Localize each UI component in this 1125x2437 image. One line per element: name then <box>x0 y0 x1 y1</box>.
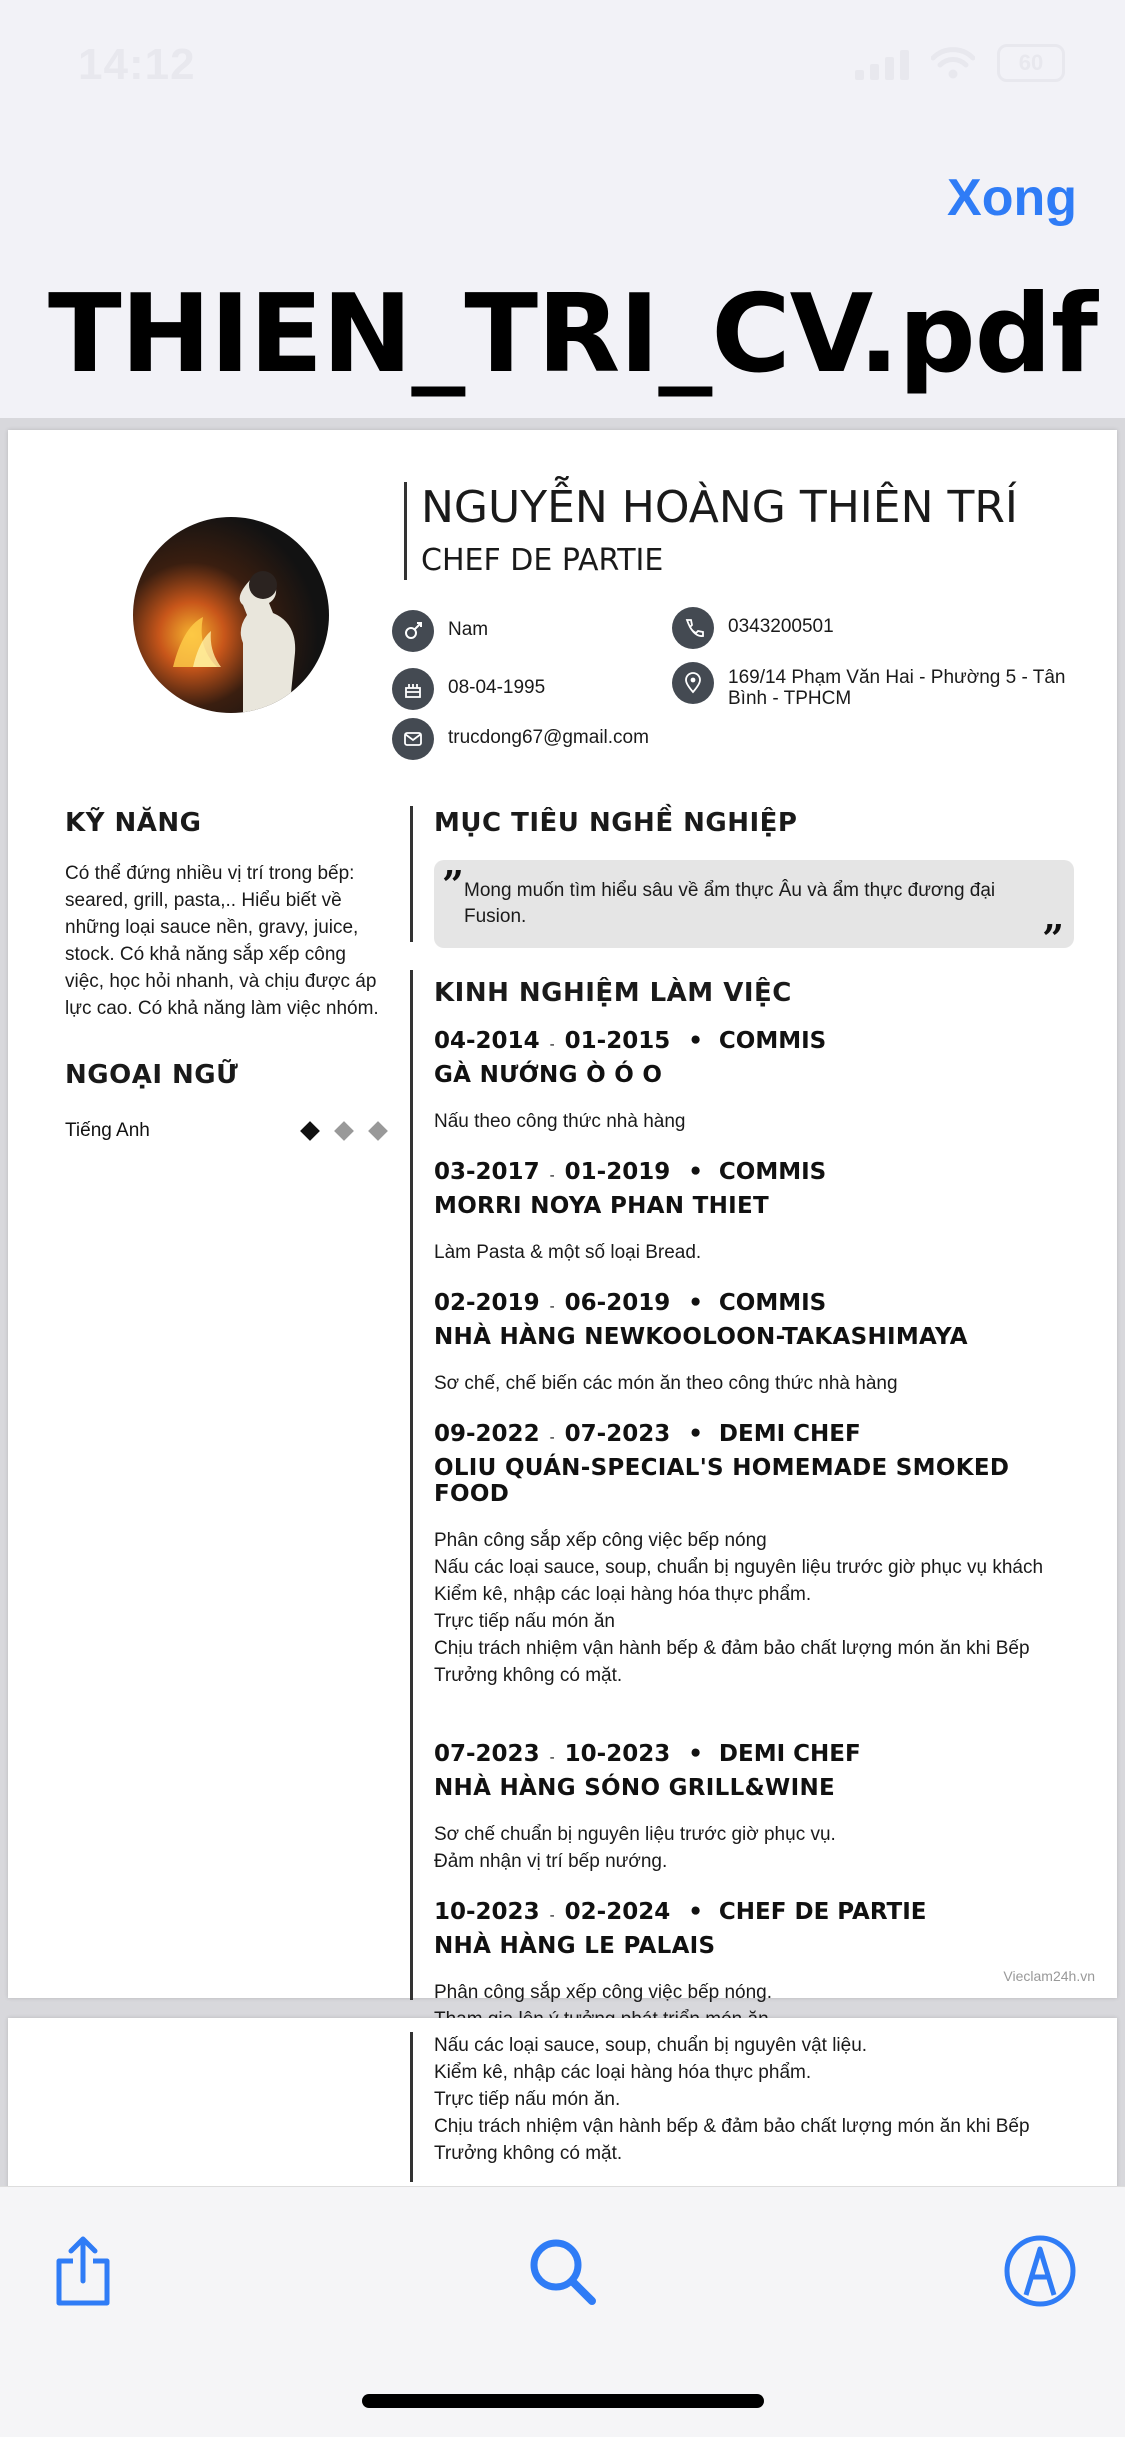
job-start: 09-2022 <box>434 1421 540 1447</box>
job-start: 03-2017 <box>434 1159 540 1185</box>
job-header <box>434 1028 1074 1054</box>
markup-button[interactable] <box>1000 2231 1080 2311</box>
objective-title: MỤC TIÊU NGHỀ NGHIỆP <box>434 808 798 838</box>
language-level <box>303 1124 385 1138</box>
experience-continued <box>434 2032 1074 2167</box>
date-separator: - <box>549 1430 555 1446</box>
date-separator: - <box>549 1908 555 1924</box>
role-bullet: • <box>688 1159 703 1185</box>
date-separator: - <box>549 1168 555 1184</box>
date-separator: - <box>549 1299 555 1315</box>
name-block <box>404 482 1018 580</box>
job-description: Sơ chế chuẩn bị nguyên liệu trước giờ phục vụ. Đảm nhận vị trí bếp nướng. <box>434 1824 836 1872</box>
date-separator: - <box>549 1750 555 1766</box>
languages-title: NGOẠI NGỮ <box>65 1060 239 1090</box>
job-description: Làm Pasta & một số loại Bread. <box>434 1242 702 1263</box>
job-entry <box>434 1159 1074 1266</box>
status-time: 14:12 <box>78 40 196 89</box>
pdf-page-2 <box>8 2018 1117 2186</box>
job-role: COMMIS <box>718 1290 827 1316</box>
objective-box <box>434 860 1074 961</box>
job-role: COMMIS <box>718 1159 827 1185</box>
email-value[interactable]: trucdong67@gmail.com <box>448 727 649 748</box>
job-end: 07-2023 <box>564 1421 671 1447</box>
job-header <box>434 1159 1074 1185</box>
experience-section <box>434 978 1074 2033</box>
date-separator: - <box>549 1037 555 1053</box>
contact-address <box>672 662 1072 710</box>
job-description: Nấu theo công thức nhà hàng <box>434 1111 686 1132</box>
role-bullet: • <box>688 1290 703 1316</box>
job-description: Nấu các loại sauce, soup, chuẩn bị nguyên vật liệu. Kiểm kê, nhập các loại hàng hóa thực phẩm. Trực tiếp nấu món ăn. Chịu trách nhiệm vận hành bếp & đảm bảo chất lượng món ăn khi Bếp Trưởng không có mặt. <box>434 2035 1030 2164</box>
contact-birthday <box>392 668 545 710</box>
quote-open: ” <box>442 862 464 907</box>
share-button[interactable] <box>45 2231 125 2311</box>
job-company: NHÀ HÀNG NEWKOOLOON-TAKASHIMAYA <box>434 1324 968 1350</box>
role-bullet: • <box>688 1899 703 1925</box>
search-icon <box>522 2231 602 2311</box>
job-header <box>434 1899 1074 1925</box>
role-bullet: • <box>688 1741 703 1767</box>
job-end: 02-2024 <box>564 1899 671 1925</box>
cellular-signal-icon <box>855 46 909 80</box>
job-entry <box>434 1290 1074 1397</box>
left-column <box>65 808 385 1142</box>
job-company: NHÀ HÀNG SÓNO GRILL&WINE <box>434 1775 836 1801</box>
job-end: 06-2019 <box>564 1290 671 1316</box>
pdf-viewer[interactable] <box>0 418 1125 2186</box>
language-name: Tiếng Anh <box>65 1120 150 1141</box>
job-header <box>434 1421 1074 1447</box>
job-end: 01-2019 <box>564 1159 671 1185</box>
job-entry <box>434 1421 1074 1689</box>
job-role: DEMI CHEF <box>718 1421 861 1447</box>
experience-rule <box>410 970 413 2000</box>
job-role: CHEF DE PARTIE <box>718 1899 927 1925</box>
status-icons <box>855 44 1065 82</box>
job-description: Phân công sắp xếp công việc bếp nóng. <box>434 1982 773 2003</box>
wifi-icon <box>931 46 975 80</box>
address-value: 169/14 Phạm Văn Hai - Phường 5 - Tân Bình - TPHCM <box>728 667 1066 709</box>
job-role: COMMIS <box>718 1028 827 1054</box>
job-start: 10-2023 <box>434 1899 540 1925</box>
objective-rule <box>410 806 413 942</box>
job-header <box>434 1290 1074 1316</box>
phone-icon <box>672 607 714 649</box>
experience-title: KINH NGHIỆM LÀM VIỆC <box>434 978 792 1008</box>
job-description: Phân công sắp xếp công việc bếp nóng Nấu các loại sauce, soup, chuẩn bị nguyên liệu trước giờ phục vụ khách Kiểm kê, nhập các loại hàng hóa thực phẩm. Trực tiếp nấu món ăn Chịu trách nhiệm vận hành bếp & đảm bảo chất lượng món ăn khi Bếp Trưởng không có mặt. <box>434 1530 1044 1686</box>
experience-rule <box>410 2032 413 2182</box>
level-dot-filled <box>300 1121 320 1141</box>
watermark: Vieclam24h.vn <box>1003 1968 1095 1984</box>
objective-section <box>434 808 1074 961</box>
phone-value[interactable]: 0343200501 <box>728 616 834 637</box>
envelope-icon <box>392 718 434 760</box>
location-pin-icon <box>672 662 714 704</box>
document-title: THIEN_TRI_CV.pdf <box>48 272 1097 397</box>
job-end: 01-2015 <box>564 1028 671 1054</box>
skills-text: Có thể đứng nhiều vị trí trong bếp: seared, grill, pasta,.. Hiểu biết về những loại sauce nền, gravy, juice, stock. Có khả năng sắp xếp công việc, học hỏi nhanh, và chịu được áp lực cao. Có khả năng làm việc nhóm. <box>65 863 379 1019</box>
job-company: OLIU QUÁN-SPECIAL'S HOMEMADE SMOKED FOOD <box>434 1455 1010 1507</box>
contact-gender <box>392 610 488 652</box>
job-header <box>434 1741 1074 1767</box>
job-company: GÀ NƯỚNG Ò Ó O <box>434 1062 663 1088</box>
battery-level: 60 <box>1018 50 1044 75</box>
job-company: NHÀ HÀNG LE PALAIS <box>434 1933 716 1959</box>
profile-photo <box>133 517 329 713</box>
gender-icon <box>392 610 434 652</box>
battery-icon <box>997 44 1065 82</box>
job-entry <box>434 1899 1074 2033</box>
markup-icon <box>1000 2231 1080 2311</box>
contact-phone <box>672 607 834 649</box>
skills-title: KỸ NĂNG <box>65 808 202 838</box>
home-indicator[interactable] <box>362 2394 764 2408</box>
job-end: 10-2023 <box>564 1741 671 1767</box>
language-item <box>65 1120 385 1142</box>
pdf-page-1 <box>8 430 1117 2003</box>
level-dot-empty <box>368 1121 388 1141</box>
birthday-value: 08-04-1995 <box>448 677 546 698</box>
share-icon <box>45 2231 125 2311</box>
job-company: MORRI NOYA PHAN THIET <box>434 1193 770 1219</box>
status-bar <box>0 0 1125 130</box>
job-description: Sơ chế, chế biến các món ăn theo công thức nhà hàng <box>434 1373 898 1394</box>
job-start: 07-2023 <box>434 1741 540 1767</box>
job-entry <box>434 1028 1074 1135</box>
job-start: 04-2014 <box>434 1028 540 1054</box>
contact-email <box>392 718 649 760</box>
role-bullet: • <box>688 1421 703 1447</box>
role-bullet: • <box>688 1028 703 1054</box>
done-button[interactable]: Xong <box>947 169 1077 227</box>
job-role: DEMI CHEF <box>718 1741 861 1767</box>
candidate-name: NGUYỄN HOÀNG THIÊN TRÍ <box>421 482 1018 533</box>
level-dot-empty <box>334 1121 354 1141</box>
job-entry <box>434 1741 1074 1875</box>
search-button[interactable] <box>522 2231 602 2311</box>
objective-text: Mong muốn tìm hiểu sâu về ẩm thực Âu và ẩm thực đương đại Fusion. <box>464 880 996 927</box>
cake-icon <box>392 668 434 710</box>
candidate-title: CHEF DE PARTIE <box>421 543 664 578</box>
gender-value: Nam <box>448 619 489 640</box>
quote-close: ” <box>1042 916 1064 961</box>
job-start: 02-2019 <box>434 1290 540 1316</box>
